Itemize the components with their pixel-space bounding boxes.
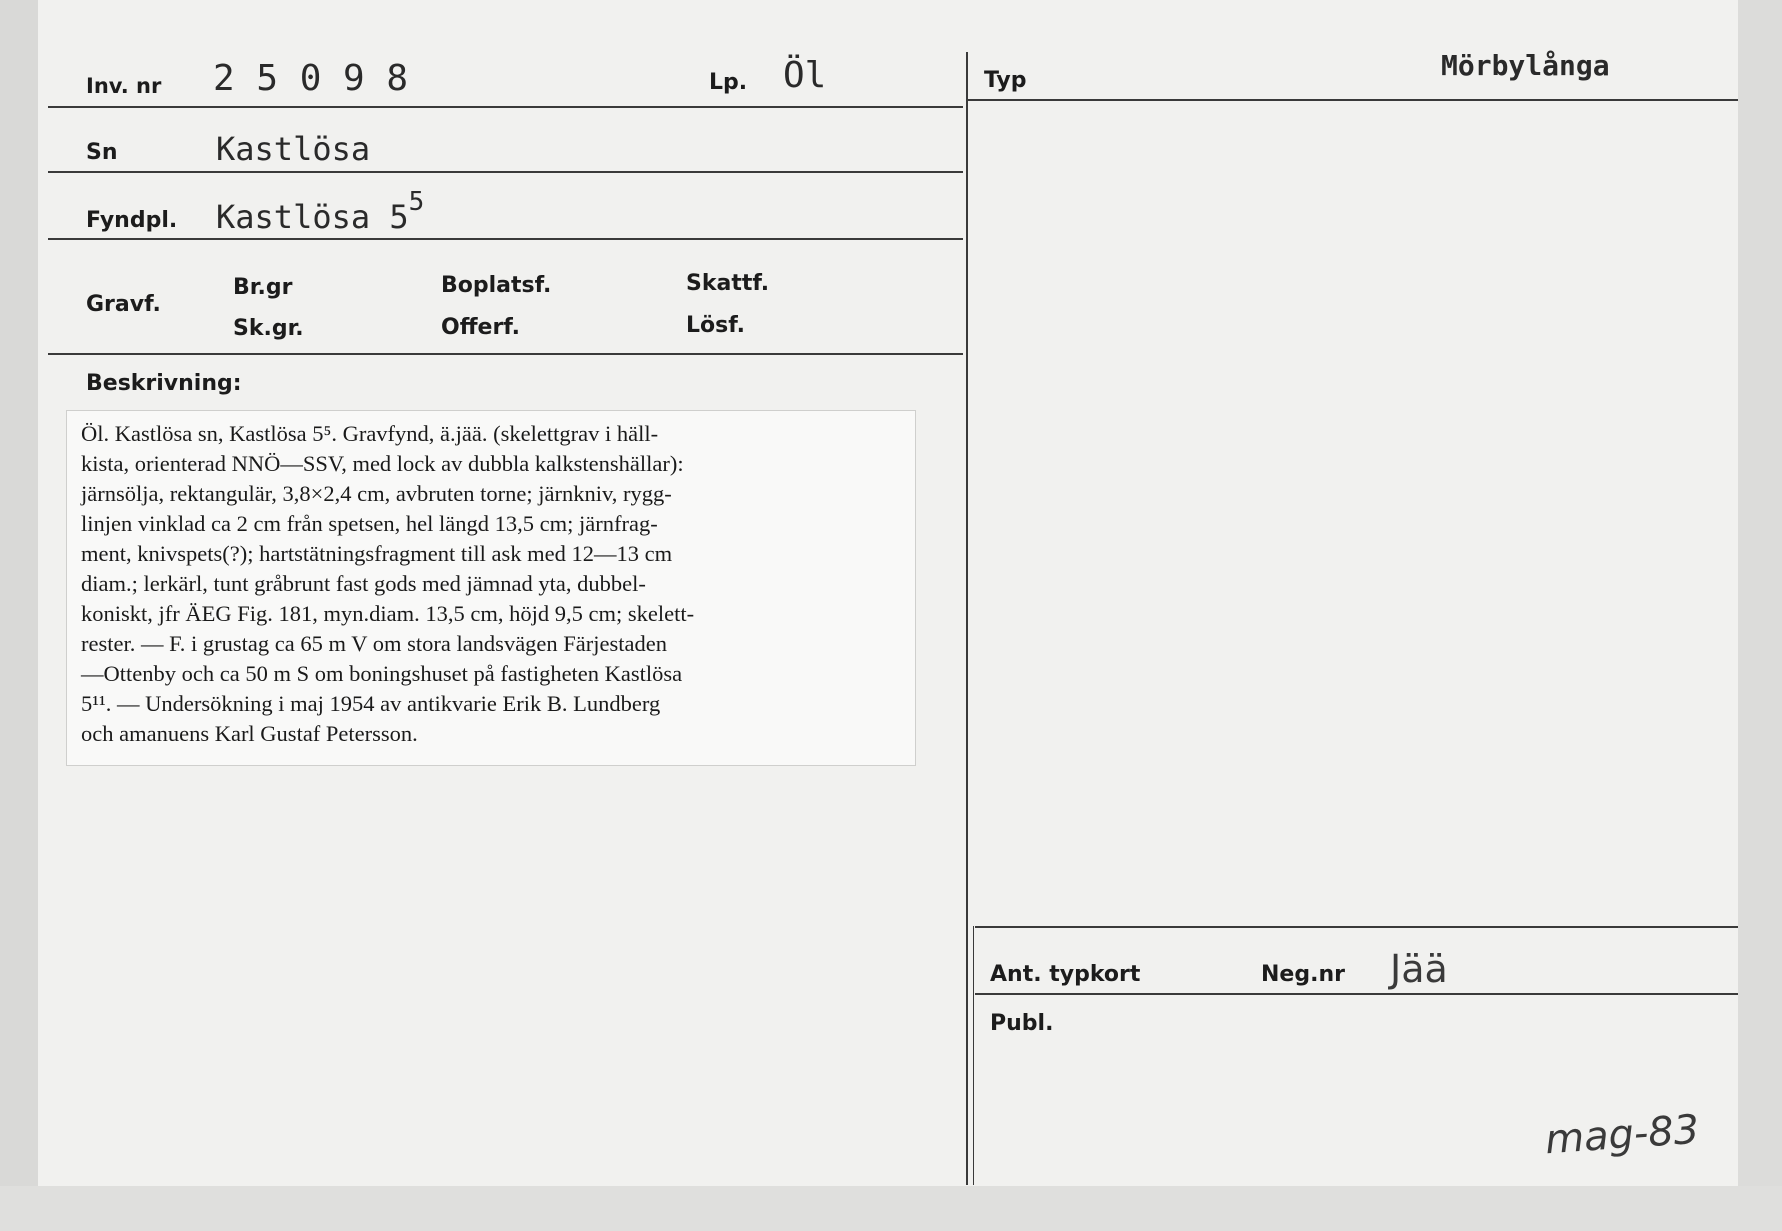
beskrivning-label: Beskrivning: <box>86 371 242 396</box>
fyndpl-superscript: 5 <box>408 187 425 217</box>
right-panel-left-edge <box>973 926 974 1185</box>
lp-value: Öl <box>783 55 827 96</box>
rule-row-sn <box>48 171 963 173</box>
inv-nr-value: 2 5 0 9 8 <box>213 58 409 99</box>
description-line: rester. — F. i grustag ca 65 m V om stora landsvägen Färjestaden <box>81 631 667 656</box>
description-slip <box>66 410 916 766</box>
description-line: —Ottenby och ca 50 m S om boningshuset på fastigheten Kastlösa <box>81 661 683 686</box>
description-line: koniskt, jfr ÄEG Fig. 181, myn.diam. 13,5 cm, höjd 9,5 cm; skelett- <box>81 601 695 626</box>
brgr-label: Br.gr <box>233 275 293 300</box>
offerf-label: Offerf. <box>441 315 521 340</box>
description-text <box>81 419 901 749</box>
place-value: Mörbylånga <box>1441 49 1610 82</box>
typ-label: Typ <box>984 68 1027 93</box>
fyndpl-value-text: Kastlösa 5 <box>216 198 409 236</box>
description-line: och amanuens Karl Gustaf Petersson. <box>81 721 418 746</box>
inv-nr-label: Inv. nr <box>86 74 162 98</box>
boplatsf-label: Boplatsf. <box>441 273 552 298</box>
ant-typkort-label: Ant. typkort <box>990 962 1141 987</box>
neg-nr-value: Jää <box>1390 947 1448 991</box>
rule-typ <box>966 99 1738 101</box>
fyndpl-value <box>216 187 425 236</box>
rule-publ <box>975 993 1738 995</box>
description-line: järnsölja, rektangulär, 3,8×2,4 cm, avbruten torne; järnkniv, rygg- <box>81 481 672 506</box>
description-line: Öl. Kastlösa sn, Kastlösa 5⁵. Gravfynd, ä.jää. (skelettgrav i häll- <box>81 421 659 446</box>
neg-nr-label: Neg.nr <box>1261 962 1345 987</box>
handwritten-note: mag-83 <box>1543 1106 1701 1164</box>
rule-row-fyndpl <box>48 238 963 240</box>
description-line: kista, orienterad NNÖ—SSV, med lock av dubbla kalkstenshällar): <box>81 451 684 476</box>
card-edge-right <box>1738 0 1782 1231</box>
description-line: diam.; lerkärl, tunt gråbrunt fast gods med jämnad yta, dubbel- <box>81 571 646 596</box>
skattf-label: Skattf. <box>686 271 770 296</box>
description-line: ment, knivspets(?); hartstätningsfragment till ask med 12—13 cm <box>81 541 673 566</box>
rule-row-gravf <box>48 353 963 355</box>
rule-row-inv <box>48 106 963 108</box>
gravf-label: Gravf. <box>86 292 161 317</box>
card-edge-bottom <box>0 1186 1782 1231</box>
lp-label: Lp. <box>709 70 748 95</box>
publ-label: Publ. <box>990 1011 1054 1036</box>
sn-value: Kastlösa <box>216 130 371 168</box>
description-line: linjen vinklad ca 2 cm från spetsen, hel längd 13,5 cm; järnfrag- <box>81 511 658 536</box>
skgr-label: Sk.gr. <box>233 316 304 341</box>
rule-ant-typkort <box>975 926 1738 928</box>
description-line: 5¹¹. — Undersökning i maj 1954 av antikvarie Erik B. Lundberg <box>81 691 661 716</box>
fyndpl-label: Fyndpl. <box>86 208 178 233</box>
sn-label: Sn <box>86 140 118 165</box>
column-divider <box>966 52 968 1185</box>
losf-label: Lösf. <box>686 313 745 338</box>
